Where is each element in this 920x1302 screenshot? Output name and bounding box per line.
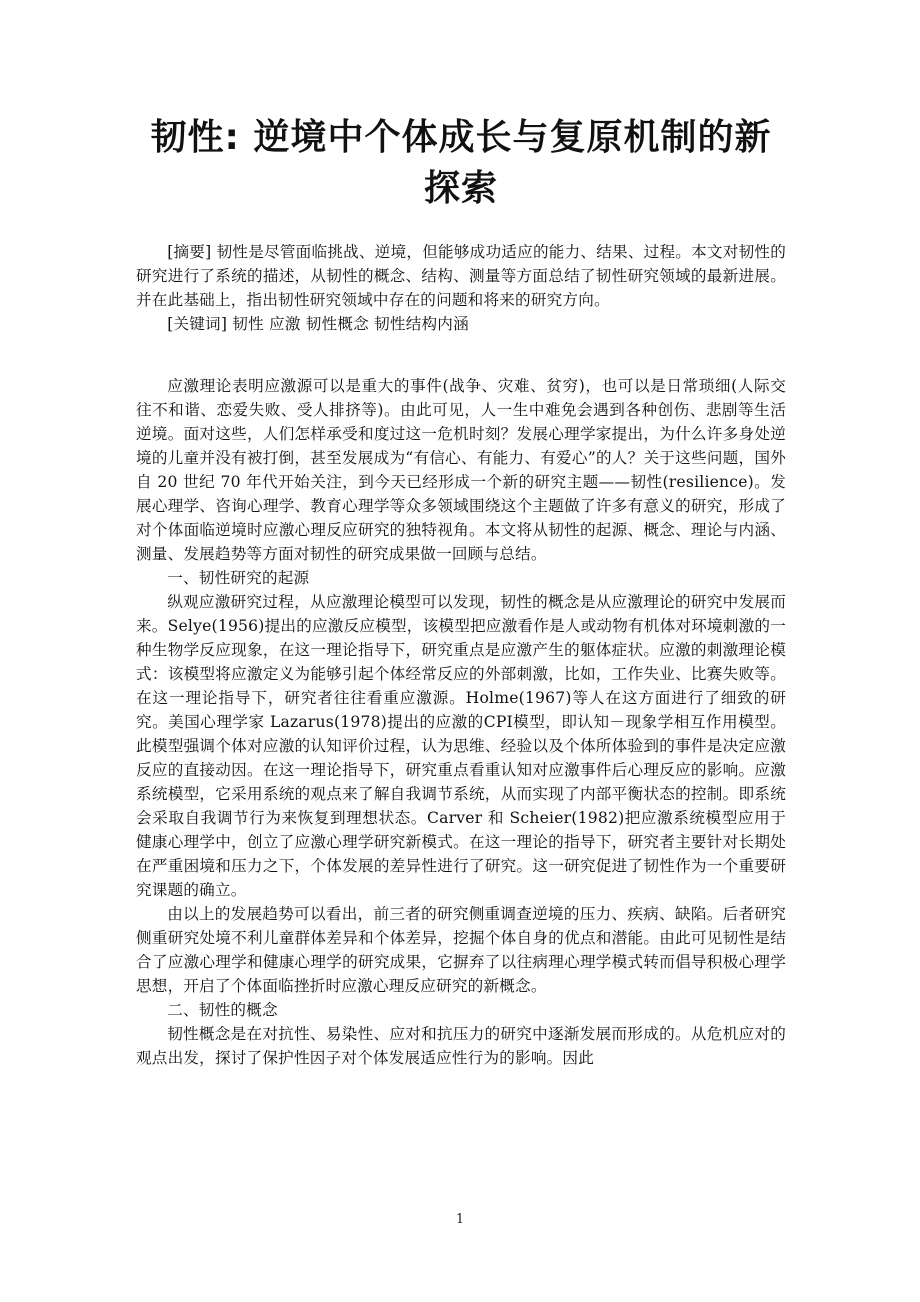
section-heading-origin: 一、韧性研究的起源 — [167, 569, 310, 587]
page-number: 1 — [455, 1212, 465, 1227]
abstract-paragraph: [摘要] 韧性是尽管面临挑战、逆境，但能够成功适应的能力、结果、过程。本文对韧性的研究进行了系统的描述，从韧性的概念、结构、测量等方面总结了韧性研究领域的最新进展。并在此基础上，指出韧性研究领域中存在的问题和将来的研究方向。 — [136, 243, 786, 309]
body-paragraph: 由以上的发展趋势可以看出，前三者的研究侧重调查逆境的压力、疾病、缺陷。后者研究侧重研究处境不利儿童群体差异和个体差异，挖掘个体自身的优点和潜能。由此可见韧性是结合了应激心理学和健康心理学的研究成果，它摒弃了以往病理心理学模式转而倡导积极心理学思想，开启了个体面临挫折时应激心理反应研究的新概念。 — [136, 905, 786, 995]
document-title: 韧性: 逆境中个体成长与复原机制的新探索 — [150, 117, 772, 209]
keywords-line: [关键词] 韧性 应激 韧性概念 韧性结构内涵 — [167, 315, 469, 333]
body-paragraph: 纵观应激研究过程，从应激理论模型可以发现，韧性的概念是从应激理论的研究中发展而来。Selye(1956)提出的应激反应模型，该模型把应激看作是人或动物有机体对环境刺激的一种生物学反应现象，在这一理论指导下，研究重点是应激产生的躯体症状。应激的刺激理论模式：该模型将应激定义为能够引起个体经常反应的外部刺激，比如，工作失业、比赛失败等。在这一理论指导下，研究者往往看重应激源。Holme(1967)等人在这方面进行了细致的研究。美国心理学家 Lazarus(1978)提出的应激的CPI模型，即认知－现象学相互作用模型。此模型强调个体对应激的认知评价过程，认为思维、经验以及个体所体验到的事件是决定应激反应的直接动因。在这一理论指导下，研究重点看重认知对应激事件后心理反应的影响。应激系统模型，它采用系统的观点来了解自我调节系统，从而实现了内部平衡状态的控制。即系统会采取自我调节行为来恢复到理想状态。Carver 和 Scheier(1982)把应激系统模型应用于健康心理学中，创立了应激心理学研究新模式。在这一理论的指导下，研究者主要针对长期处在严重困境和压力之下，个体发展的差异性进行了研究。这一研究促进了韧性作为一个重要研究课题的确立。 — [136, 593, 786, 899]
section-heading-concept: 二、韧性的概念 — [167, 1001, 278, 1019]
body-paragraph: 应激理论表明应激源可以是重大的事件(战争、灾难、贫穷)，也可以是日常琐细(人际交往不和谐、恋爱失败、受人排挤等)。由此可见，人一生中难免会遇到各种创伤、悲剧等生活逆境。面对这些，人们怎样承受和度过这一危机时刻？发展心理学家提出，为什么许多身处逆境的儿童并没有被打倒，甚至发展成为“有信心、有能力、有爱心”的人？关于这些问题，国外自 20 世纪 70 年代开始关注，到今天已经形成一个新的研究主题——韧性(resilience)。发展心理学、咨询心理学、教育心理学等众多领域围绕这个主题做了许多有意义的研究，形成了对个体面临逆境时应激心理反应研究的独特视角。本文将从韧性的起源、概念、理论与内涵、测量、发展趋势等方面对韧性的研究成果做一回顾与总结。 — [136, 377, 786, 563]
document-body — [136, 240, 786, 1070]
document-page — [136, 0, 786, 1070]
body-paragraph: 韧性概念是在对抗性、易染性、应对和抗压力的研究中逐渐发展而形成的。从危机应对的观点出发，探讨了保护性因子对个体发展适应性行为的影响。因此 — [136, 1025, 786, 1067]
